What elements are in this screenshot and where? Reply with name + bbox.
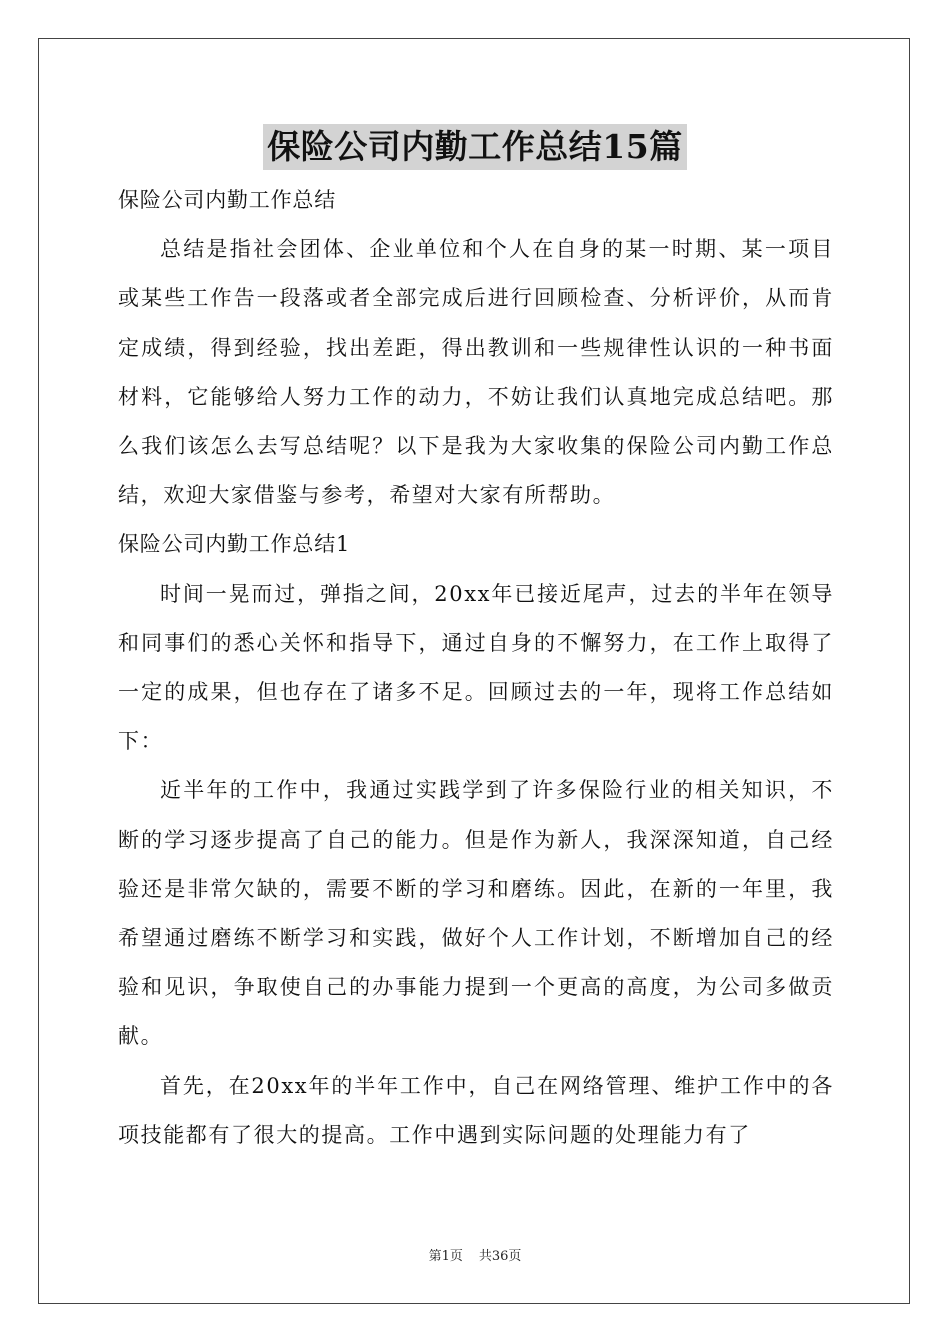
document-title: 保险公司内勤工作总结15篇 (263, 124, 686, 170)
paragraph-3: 首先，在20xx年的半年工作中，自己在网络管理、维护工作中的各项技能都有了很大的提高。工作中遇到实际问题的处理能力有了 (118, 1073, 834, 1147)
section-heading-1: 保险公司内勤工作总结1 (118, 532, 351, 557)
title-container (0, 124, 950, 170)
paragraph-1: 时间一晃而过，弹指之间，20xx年已接近尾声，过去的半年在领导和同事们的悉心关怀和指导下，通过自身的不懈努力，在工作上取得了一定的成果，但也存在了诸多不足。回顾过去的一年，现将工作总结如下： (118, 581, 834, 754)
page-total: 共36页 (478, 1249, 522, 1264)
paragraph-2: 近半年的工作中，我通过实践学到了许多保险行业的相关知识，不断的学习逐步提高了自己的能力。但是作为新人，我深深知道，自己经验还是非常欠缺的，需要不断的学习和磨练。因此，在新的一年里，我希望通过磨练不断学习和实践，做好个人工作计划，不断增加自己的经验和见识，争取使自己的办事能力提到一个更高的高度，为公司多做贡献。 (118, 778, 834, 1049)
page-number: 第1页 (428, 1249, 463, 1264)
document-body (118, 176, 834, 1160)
paragraph-intro: 总结是指社会团体、企业单位和个人在自身的某一时期、某一项目或某些工作告一段落或者全部完成后进行回顾检查、分析评价，从而肯定成绩，得到经验，找出差距，得出教训和一些规律性认识的一种书面材料，它能够给人努力工作的动力，不妨让我们认真地完成总结吧。那么我们该怎么去写总结呢？以下是我为大家收集的保险公司内勤工作总结，欢迎大家借鉴与参考，希望对大家有所帮助。 (118, 237, 834, 508)
page-footer (0, 1245, 950, 1264)
section-heading-intro: 保险公司内勤工作总结 (118, 188, 336, 212)
